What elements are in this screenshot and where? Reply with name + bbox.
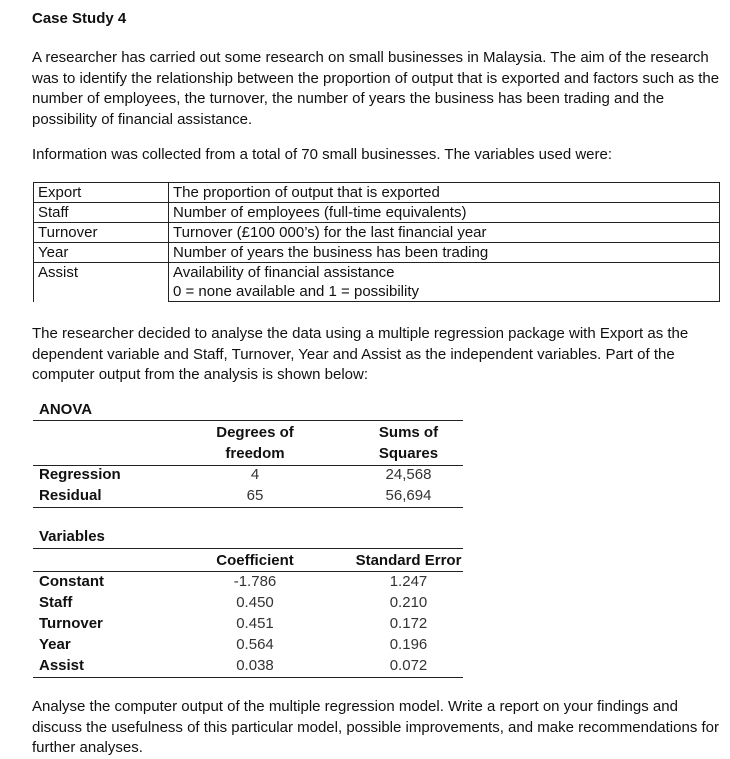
table-row	[34, 203, 720, 223]
standard-error-value: 1.247	[389, 573, 428, 590]
coef-top-rule	[33, 548, 463, 549]
table-row	[39, 422, 487, 443]
ss-value: 56,694	[385, 487, 432, 504]
variable-description: Turnover (£100 000’s) for the last financial year	[169, 223, 720, 243]
variable-description: Number of years the business has been trading	[169, 243, 720, 263]
table-row	[34, 243, 720, 263]
row-label: Constant	[39, 573, 104, 590]
case-study-title: Case Study 4	[32, 10, 127, 27]
analysis-intro-paragraph: The researcher decided to analyse the data using a multiple regression package with Export as the dependent variable and Staff, Turnover, Year and Assist as the independent variables. Part of the computer output from the analysis is shown below:	[32, 325, 689, 383]
df-value: 4	[250, 466, 260, 483]
variable-description: Number of employees (full-time equivalents)	[169, 203, 720, 223]
variables-definition-table	[33, 182, 720, 302]
df-value: 65	[246, 487, 264, 504]
table-row	[34, 223, 720, 243]
anova-heading: ANOVA	[39, 401, 93, 418]
ss-value: 24,568	[385, 466, 432, 483]
row-label: Staff	[39, 594, 73, 611]
row-label: Regression	[39, 466, 121, 483]
coefficient-value: 0.450	[236, 594, 274, 611]
table-row	[39, 464, 487, 485]
row-label: Assist	[39, 657, 85, 674]
table-row	[34, 263, 720, 283]
table-row	[39, 592, 487, 613]
table-row	[39, 443, 487, 464]
task-paragraph: Analyse the computer output of the multiple regression model. Write a report on your findings and discuss the usefulness of this particular model, possible improvements, and make recommendations for further analyses.	[32, 698, 719, 756]
coefficient-value: 0.451	[236, 615, 274, 632]
row-label: Turnover	[39, 615, 103, 632]
table-row	[39, 571, 487, 592]
coefficient-header: Coefficient	[216, 552, 294, 569]
coefficient-value: -1.786	[233, 573, 277, 590]
intro-paragraph: A researcher has carried out some research on small businesses in Malaysia. The aim of the research was to identify the relationship between the proportion of output that is exported and factors such as the number of employees, the turnover, the number of years the business has been trading and the possibility of financial assistance.	[32, 49, 720, 128]
df-header-line1: Degrees of	[216, 424, 294, 441]
anova-table	[39, 422, 487, 506]
variable-name: Staff	[34, 203, 169, 223]
table-row	[39, 613, 487, 634]
anova-top-rule	[33, 420, 463, 421]
coef-bottom-rule	[33, 677, 463, 678]
info-line: Information was collected from a total of 70 small businesses. The variables used were:	[32, 146, 613, 163]
variable-description: Availability of financial assistance	[169, 263, 720, 283]
variable-name: Assist	[34, 263, 169, 302]
table-row	[39, 550, 487, 571]
table-row	[39, 634, 487, 655]
row-label: Year	[39, 636, 71, 653]
coef-header-rule	[33, 571, 463, 572]
coefficients-table	[39, 550, 487, 676]
variable-description: The proportion of output that is exported	[169, 183, 720, 203]
standard-error-value: 0.172	[389, 615, 428, 632]
standard-error-value: 0.196	[389, 636, 428, 653]
standard-error-value: 0.210	[389, 594, 428, 611]
ss-header-line2: Squares	[378, 445, 439, 462]
df-header-line2: freedom	[225, 445, 285, 462]
variable-name: Year	[34, 243, 169, 263]
table-row	[39, 485, 487, 506]
coefficient-value: 0.564	[236, 636, 274, 653]
coefficient-value: 0.038	[236, 657, 274, 674]
variable-description-detail: 0 = none available and 1 = possibility	[169, 282, 720, 302]
table-row	[39, 655, 487, 676]
table-row	[34, 183, 720, 203]
variable-name: Export	[34, 183, 169, 203]
variable-name: Turnover	[34, 223, 169, 243]
anova-bottom-rule	[33, 507, 463, 508]
row-label: Residual	[39, 487, 102, 504]
coefficients-heading: Variables	[39, 528, 105, 545]
standard-error-value: 0.072	[389, 657, 428, 674]
standard-error-header: Standard Error	[355, 552, 462, 569]
anova-header-rule	[33, 465, 463, 466]
ss-header-line1: Sums of	[378, 424, 439, 441]
